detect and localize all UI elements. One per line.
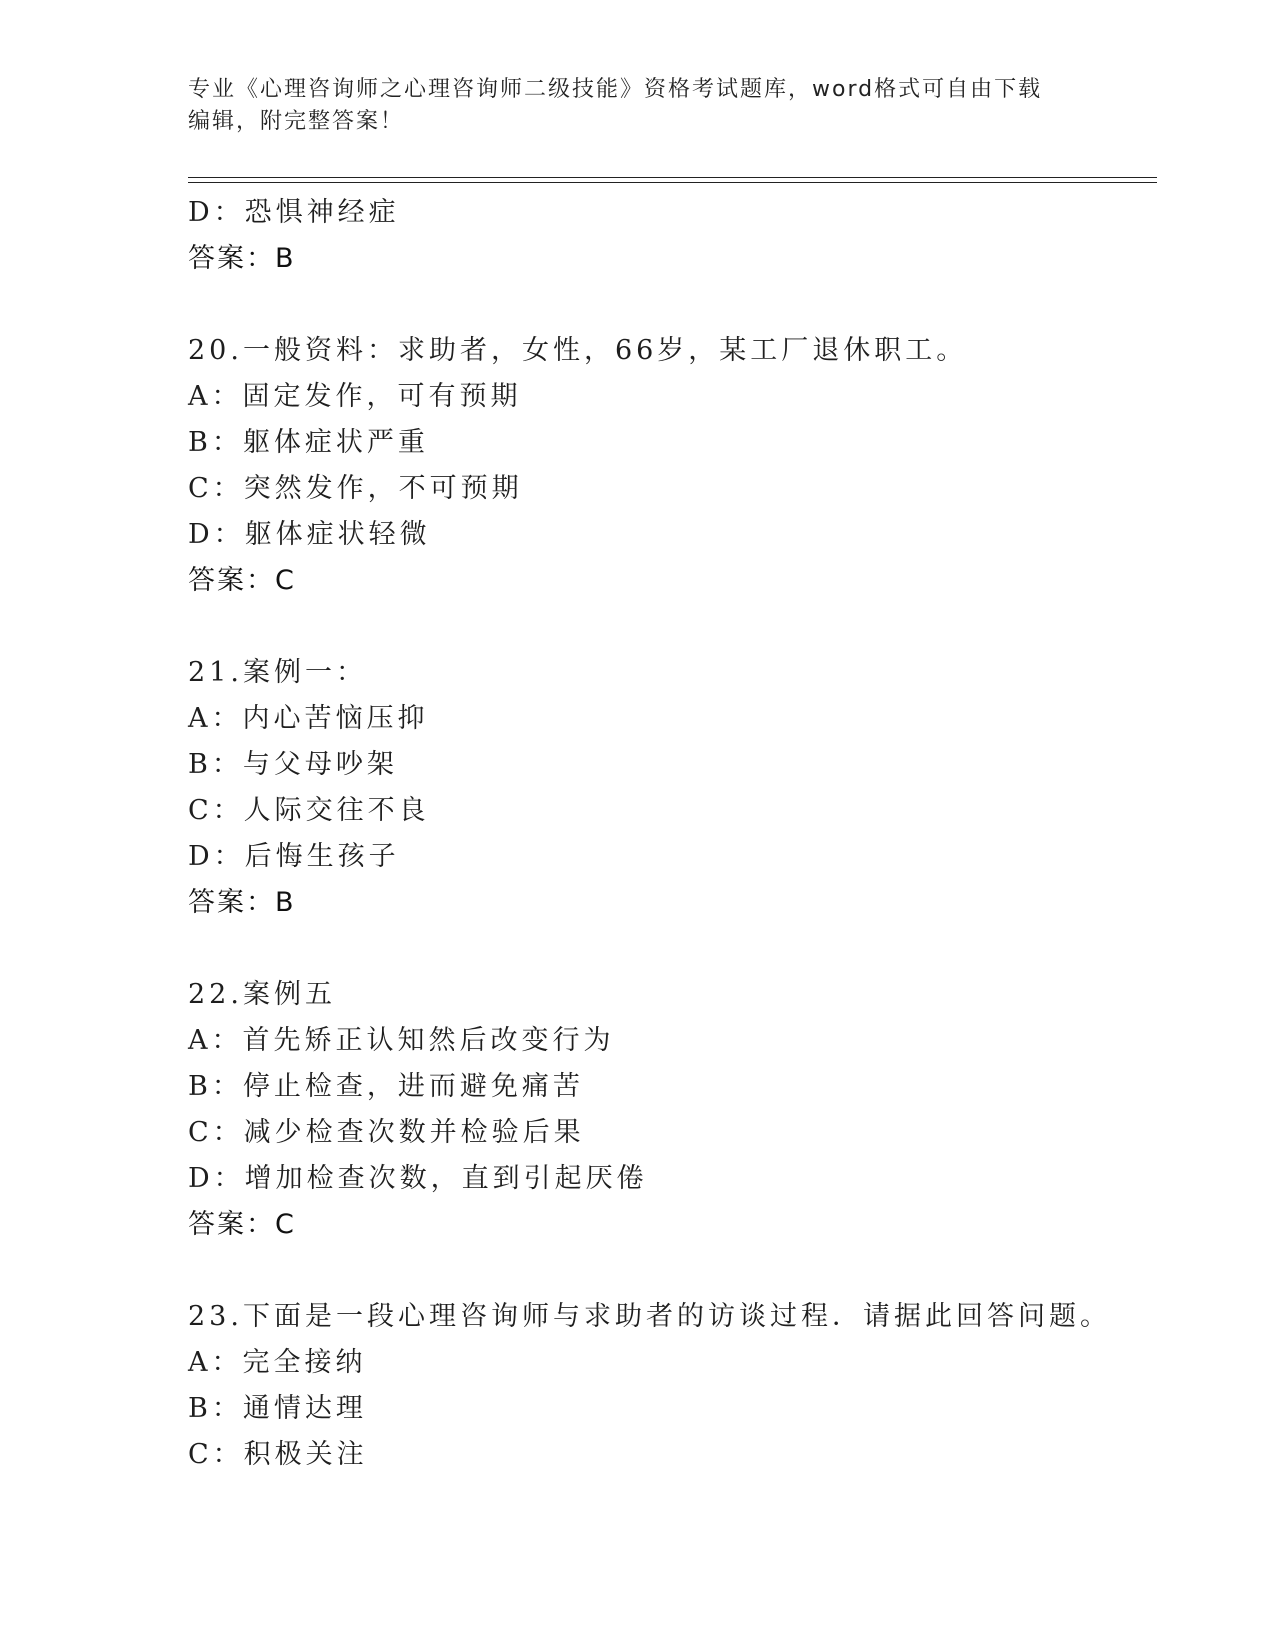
question-20-option-a: A：固定发作，可有预期 bbox=[188, 381, 522, 412]
question-20-option-d: D：躯体症状轻微 bbox=[188, 519, 431, 550]
question-gap bbox=[188, 282, 1168, 328]
question-23-option-c: C：积极关注 bbox=[188, 1439, 368, 1470]
question-23-option-a: A：完全接纳 bbox=[188, 1347, 367, 1378]
question-21-option-b: B：与父母吵架 bbox=[188, 749, 398, 780]
header-rule-bottom bbox=[188, 182, 1157, 183]
question-22-option-d: D：增加检查次数，直到引起厌倦 bbox=[188, 1163, 648, 1194]
prev-option-d: D：恐惧神经症 bbox=[188, 197, 400, 228]
question-20-option-b: B：躯体症状严重 bbox=[188, 427, 429, 458]
question-22-option-c: C：减少检查次数并检验后果 bbox=[188, 1117, 585, 1148]
question-21-option-c: C：人际交往不良 bbox=[188, 795, 430, 826]
question-23-option-b: B：通情达理 bbox=[188, 1393, 367, 1424]
question-20-option-c: C：突然发作，不可预期 bbox=[188, 473, 523, 504]
question-22-option-b: B：停止检查，进而避免痛苦 bbox=[188, 1071, 584, 1102]
question-list bbox=[188, 190, 1168, 1478]
question-20-answer: 答案：C bbox=[188, 565, 296, 596]
question-gap bbox=[188, 1248, 1168, 1294]
question-23-stem: 23.下面是一段心理咨询师与求助者的访谈过程．请据此回答问题。 bbox=[188, 1301, 1111, 1332]
question-22-answer: 答案：C bbox=[188, 1209, 296, 1240]
question-gap bbox=[188, 604, 1168, 650]
header-rule-top bbox=[188, 177, 1157, 178]
question-20-stem: 20.一般资料：求助者，女性，66岁，某工厂退休职工。 bbox=[188, 335, 968, 366]
header-line-2: 编辑，附完整答案！ bbox=[188, 109, 405, 134]
question-21-answer: 答案：B bbox=[188, 887, 296, 918]
question-21-option-a: A：内心苦恼压抑 bbox=[188, 703, 429, 734]
question-22-stem: 22.案例五 bbox=[188, 979, 336, 1010]
question-22-option-a: A：首先矫正认知然后改变行为 bbox=[188, 1025, 615, 1056]
question-21-stem: 21.案例一： bbox=[188, 657, 367, 688]
prev-answer: 答案：B bbox=[188, 243, 296, 274]
question-21-option-d: D：后悔生孩子 bbox=[188, 841, 400, 872]
question-gap bbox=[188, 926, 1168, 972]
header-line-1: 专业《心理咨询师之心理咨询师二级技能》资格考试题库，word格式可自由下载 bbox=[188, 77, 1043, 102]
document-header bbox=[188, 74, 1088, 138]
